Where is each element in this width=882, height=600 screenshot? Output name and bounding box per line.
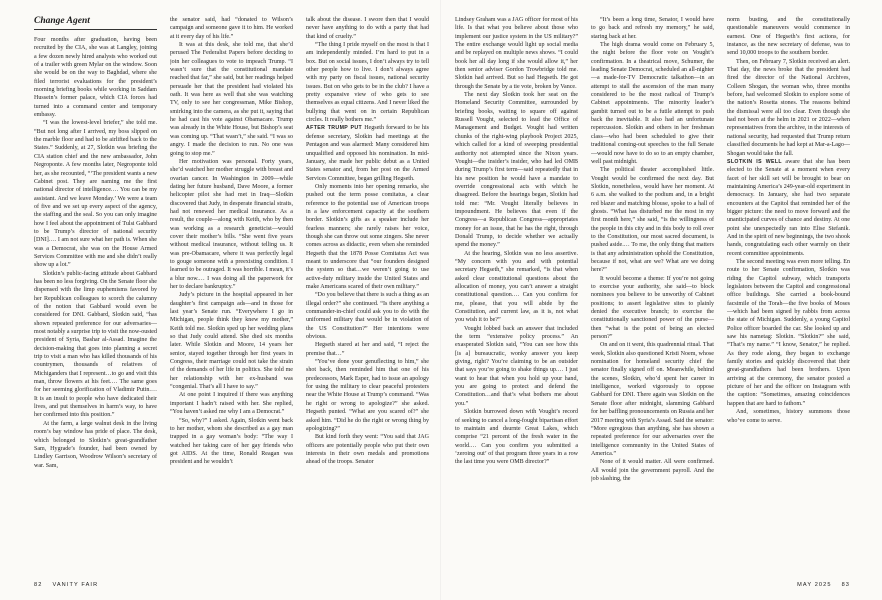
paragraph: The political theater accomplished little. Vought would be confirmed the next day. But Slotkin, nonetheless, would have her moment. At 6 a.m. she walked to the podium and, in a bright red blazer and matching blouse, spoke to a hall of ghosts. “What has disturbed me the most in my first month here,” she said, “is the willingness of the people in this city and in this body to roll over to the Constitution, our most sacred document, is pushed aside.… To me, the only thing that matters is that any administration uphold the Constitution, because if not, what are we? What are we doing here?”	[591, 167, 714, 274]
paragraph: The second meeting was even more telling. En route to her Senate confirmation, Slotkin was riding the Capitol subway, which transports legislators between the Capitol and congressional office buildings. She carried a book-bound facsimile of the Torah—the five books of Moses—which had been signed by rabbis from across the state of Michigan. Suddenly, a young Capitol Police officer boarded the car. She looked up and saw his nametag: Slotkin. “Slotkin?” she said, “That’s my name.” “I know, Senator,” he replied. As they rode along, they began to exchange family stories and quickly discovered that their great-grandfathers had been brothers. Upon arriving at the ceremony, the senator posted a picture of her and the officer on Instagram with the caption: “Sometimes, amazing coincidences happen that are hard to fathom.”	[727, 258, 850, 407]
paragraph: Hegseth stared at her and said, “I reject the premise that…”	[306, 342, 429, 357]
paragraph: None of it would matter. All were confirmed. All would join the government payroll. And the job slashing, the	[591, 459, 714, 482]
magazine-name: VANITY FAIR	[52, 582, 99, 588]
paragraph: Her motivation was personal. Forty years, she’d watched her mother struggle with breast and ovarian cancer. In Washington in 2009—while dating her future husband, Dave Moore, a former helicopter pilot she had met in Iraq—Slotkin discovered that Judy, in desperate financial straits, had not renewed her medical insurance. As a result, the couple—along with Keith, who by then was working as a research geneticist—would cover their mother’s bills. “She went five years without medical insurance, without telling us. It was pre-Obamacare, where it was perfectly legal to gouge someone with a preexisting condition. I learned to be outraged. It was horrible. I mean, it’s a blur now.… I was doing all the paperwork for her to declare bankruptcy.”	[170, 158, 293, 290]
left-column-2	[170, 16, 293, 572]
paragraph-text: Hegseth forward to be his defense secretary, Slotkin had meetings at the Pentagon and was alarmed: Many considered him unqualified and opposed his nomination. In mid-January, she made her public debut as a United States senator and, from her post on the Armed Services Committee, began grilling Hegseth.	[306, 125, 429, 182]
paragraph: Slotkin’s public-facing attitude about Gabbard has been no less forgiving. On the Senate floor she dispensed with the limp euphemisms favored by her Republican colleagues to scorch the calumny of the notion that Gabbard would even be considered for DNI. Gabbard, Slotkin said, “has shown repeated preference for our adversaries—most notably a surprise trip to visit the now-ousted president of Syria, Bashar al-Assad. Imagine the decision-making that goes into planning a secret trip to visit a man who has killed thousands of his countrymen, thousands of relatives of Michiganders that I represent…to go and visit this man, throw flowers at his feet.… The same goes for her seeming glorification of Vladimir Putin.… It is an insult to people who have dedicated their lives, and put themselves in harm’s way, to have her confirmed into this position.”	[34, 270, 157, 419]
paragraph: Judy’s picture in the hospital appeared in her daughter’s first campaign ads—and in those for last year’s Senate run. “Everywhere I go in Michigan, people think they knew my mother,” Keith told me. Slotkin sped up her wedding plans so that Judy could attend. She died six months later. While Slotkin and Moore, 14 years her senior, stayed together through her first years in Congress, their marriage could not take the strain of the demands of her life in politics. She told me her relationship with her ex-husband was “congenial. That’s all I have to say.”	[170, 292, 293, 391]
paragraph: At one point I inquired if there was anything important I hadn’t raised with her. She replied, “You haven’t asked me why I am a Democrat.”	[170, 392, 293, 416]
paragraph: Only moments into her opening remarks, she pushed out the term posse comitatus, a clear reference to the potential use of American troops in a law enforcement capacity at the southern border. Slotkin’s gifts as a speaker include her fearless manners; she rarely raises her voice, though she can throw out some zingers. She never comes across as didactic, even when she reminded Hegseth that the 1878 Posse Comitatus Act was meant to underscore that “our founders designed the system so that…we weren’t going to use active-duty military inside the United States and make Americans scared of their own military.”	[306, 183, 429, 290]
paragraph-text: aware that she has been elected to the Senate at a moment when every facet of her skill set will be brought to bear on maintaining America’s 249-year-old experiment in democracy. In January, she had two separate encounters at the Capitol that reminded her of the bigger picture: the need to move forward and the unanticipated curves of chance and destiny. At one point she unexpectedly ran into Elise Stefanik. And in the spirit of new beginnings, the two shook hands, congratulating each other warmly on their recent committee appointments.	[727, 158, 850, 257]
paragraph: norm busting, and the constitutionally questionable maneuvers would commence in earnest. One of Hegseth’s first actions, for instance, as the new secretary of defense, was to send 10,000 troops to the southern border.	[727, 17, 850, 57]
paragraph: “It’s been a long time, Senator, I would have to go back and refresh my memory,” he said, staring back at her.	[591, 17, 714, 40]
paragraph: “You’ve done your genuflecting to him,” she shot back, then reminded him that one of his predecessors, Mark Esper, had to issue an apology for using the military to clear peaceful protesters near the White House at Trump’s command. “Was he right or wrong to apologize?” she asked. Hegseth punted. “What are you scared of?” she asked him. “Did he do the right or wrong thing by apologizing?”	[306, 359, 429, 432]
right-folio	[746, 582, 850, 588]
right-column-1	[455, 16, 578, 572]
paragraph: On and on it went, this quadrennial ritual. That week, Slotkin also questioned Kristi Noem, whose nomination for homeland security chief the senator finally signed off on. Meanwhile, behind the scenes, Slotkin, who’d spent her career in intelligence, worked vigorously to oppose Gabbard for DNI. There again was Slotkin on the Senate floor after midnight, slamming Gabbard for her baffling pronouncements on Russia and her 2017 meeting with Syria’s Assad. Said the senator: “More egregious than anything, she has shown a repeated preference for our adversaries over the intelligence community in the United States of America.”	[591, 342, 714, 457]
right-column-3	[727, 16, 850, 572]
paragraph: “So, why?” I asked. Again, Slotkin went back to her mother, whom she described as a gay man trapped in a gay woman’s body: “The way I watched her taking care of her gay friends who got AIDS. At the time, Ronald Reagan was president and he wouldn’t	[170, 417, 293, 466]
section-paragraph	[306, 124, 429, 182]
paragraph: “I was the lowest-level briefer,” she told me. “But not long after I arrived, my boss slipped on the marble floor and had to be airlifted back to the States.” Suddenly, at 27, Slotkin was briefing the CIA station chief and the new ambassador, John Negroponte. A few months later, Negroponte told her, as she recounted, “‘The president wants a new Cabinet post. They are naming me the first national director of intelligence.… You can be my assistant. And we leave Monday.’ We were a team of five and we set up every aspect of the agency, the staffing and the seal. So you can only imagine how I feel about the appointment of Tulsi Gabbard to be Trump’s director of national security [DNI]…. I am not sure what her path is. When she was a Democrat, she was on the House Armed Services Committee with me and she didn’t really show up a lot.”	[34, 120, 157, 269]
left-column-1	[34, 16, 157, 572]
section-run-in: AFTER TRUMP PUT	[306, 125, 363, 132]
paragraph: But kind forth they went: “You said that JAG officers are potentially people who put their own interests in their own medals and promotions ahead of the troops. Senator	[306, 434, 429, 466]
page-gutter	[440, 0, 441, 600]
paragraph: It was at this desk, she told me, that she’d perused The Federalist Papers before deciding to join her colleagues to vote to impeach Trump. “I wasn’t sure that the constitutional mandate reached that far,” she said, but her readings helped persuade her that the president had violated his oath. It was here as well that she was watching TV, only to see her congressman, Mike Bishop, smirking into the camera, as she put it, saying that he had cast his vote against Obamacare. Trump was already in the White House, but Bishop’s seat was coming up. “That wasn’t,” she said. “I was so angry. I made the decision to run. No one was going to stop me.”	[170, 42, 293, 157]
left-folio	[34, 582, 98, 588]
paragraph: At the hearing, Slotkin was no less assertive. “My concern with you and with potential secretary Hegseth,” she remarked, “is that when asked clear constitutional questions about the allocation of money, you can’t answer a straight constitutional question.… Can you confirm for me, please, that you will abide by the Constitution, and current law, as it is, not what you wish it to be?”	[455, 250, 578, 324]
section-run-in: SLOTKIN IS WELL	[727, 158, 782, 165]
paragraph: Lindsey Graham was a JAG officer for most of his life. Is that what you believe about those who implement our justice system in the US military?” The entire exchange would light up social media and be replayed on multiple news shows. “I could book her all day long if she would allow it,” her then senior adviser Gordon Trowbridge told me. Slotkin had arrived. But so had Hegseth. He got through the Senate by a tie vote, broken by Vance.	[455, 17, 578, 90]
paragraph: Then, on February 7, Slotkin received an alert. That day, the news broke that the president had fired the director of the National Archives, Colleen Shogan, the woman who, three months before, had welcomed Slotkin to explore some of the nation’s Rosetta stones. The reasons behind the dismissal were all too clear. Even though she had not been at the helm in 2021 or 2022—when representatives from the archive, in the interests of national security, had requested that Trump return classified documents he had kept at Mar-a-Lago—Shogan would take the fall.	[727, 58, 850, 157]
paragraph: talk about the disease. I swore then that I would never have anything to do with a party that had that kind of cruelty.”	[306, 17, 429, 40]
paragraph: Vought lobbed back an answer that included the term “extensive policy process.” An exasperated Slotkin said, “You can see how this [is a] bureaucratic, wonky answer you keep giving, right? You’re claiming to be an outsider that says you’re going to shake things up.… I just want to hear that when you hold up your hand, you are going to protect and defend the Constitution…and that’s what bothers me about you.”	[455, 325, 578, 407]
issue-date: MAY 2025	[797, 582, 832, 588]
paragraph: “The thing I pride myself on the most is that I am independently minded. I’m hard to put in a box. But on social issues, I don’t always try to tell other people how to live. I don’t always agree with my party on fiscal issues, national security issues. But on who gets to be in the club? I have a pretty expansive view of who gets to see themselves as equal citizens. And I never liked the bullying that went on in certain Republican circles. It really bothers me.”	[306, 42, 429, 124]
right-page	[455, 16, 850, 576]
page-number: 83	[841, 582, 850, 588]
paragraph: At the farm, a large walnut desk in the living room’s bay window has pride of place. The desk, which belonged to Slotkin’s great-grandfather Sam, Hygrade’s founder, had been owned by Lindley Garrison, Woodrow Wilson’s secretary of war. Sam,	[34, 420, 157, 469]
paragraph: And, sometimes, history summons those who’ve come to serve.	[727, 409, 850, 424]
paragraph: Four months after graduation, having been recruited by the CIA, she was at Langley, joining a few dozen newly hired analysts who worked out of a trailer with green Mylar on the window. Soon she would be on the way to Baghdad, where she filed terrorist evaluations for the president’s morning briefing books while working in Saddam Hussein’s former palace, which CIA forces had turned into a command center and temporary embassy.	[34, 37, 157, 119]
paragraph: “Do you believe that there is such a thing as an illegal order?” she continued. “Is there anything a commander-in-chief could ask you to do with the uniformed military that would be in violation of the US Constitution?” Her intentions were obvious.	[306, 292, 429, 341]
paragraph: Slotkin burrowed down with Vought’s record of seeking to cancel a long-fought bipartisan effort to maintain and dsurnte Great Lakes, which comprise “21 percent of the fresh water in the world.… Can you confirm you submitted a ‘zeroing out’ of that program three years in a row the last time you were OMB director?”	[455, 409, 578, 466]
left-page	[34, 16, 429, 576]
paragraph: The next day Slotkin took her seat on the Homeland Security Committee, surrounded by briefing books, waiting to square off against Russell Vought, selected to lead the Office of Management and Budget. Vought had written chunks of the right-wing playbook Project 2025, which called for a kind of sweeping presidential authority not attempted since the Nixon years. Vought—the insider’s insider, who had led OMB during Trump’s first term—said repeatedly that in his new position he would have a mandate to override congressional acts with which he disagreed. Before the hearings began, Slotkin had told me: “Mr. Vought literally believes in impoundment. He believes that even if the Congress—a Republican Congress—appropriates money for an issue, that he has the right, through Donald Trump, to decide whether we actually spend the money.”	[455, 92, 578, 249]
article-kicker: Change Agent	[34, 16, 157, 30]
page-number: 82	[34, 582, 43, 588]
paragraph: the senator said, had “donated to Wilson’s campaign and someone gave it to him. He worked at it every day of his life.”	[170, 17, 293, 40]
section-paragraph	[727, 158, 850, 258]
left-column-3	[306, 16, 429, 572]
paragraph: It would become a theme: If you’re not going to exercise your authority, she said—to block nominees you believe to be unworthy of Cabinet positions; to assert legislative sites to plainly denied the executive branch; to exercise the constitutionally sanctioned power of the purse—then “what is the point of being an elected person?”	[591, 275, 714, 341]
paragraph: The high drama would come on February 5, the night before the floor vote on Vought’s confirmation. In a theatrical move, Schumer, the leading Senate Democrat, scheduled an all-nighter—a made-for-TV Democratic talkathon—in an attempt to stall the ascension of the man many considered to be the most radical of Trump’s Cabinet appointments. The minority leader’s gambit turned out to be a futile attempt to push back the inevitable. It also had an unfortunate repercussion. Slotkin and others in her freshman class—who had been scheduled to give their traditional coming-out speeches to the full Senate—would now have to do so to an empty chamber, well past midnight.	[591, 42, 714, 165]
right-column-2	[591, 16, 714, 572]
